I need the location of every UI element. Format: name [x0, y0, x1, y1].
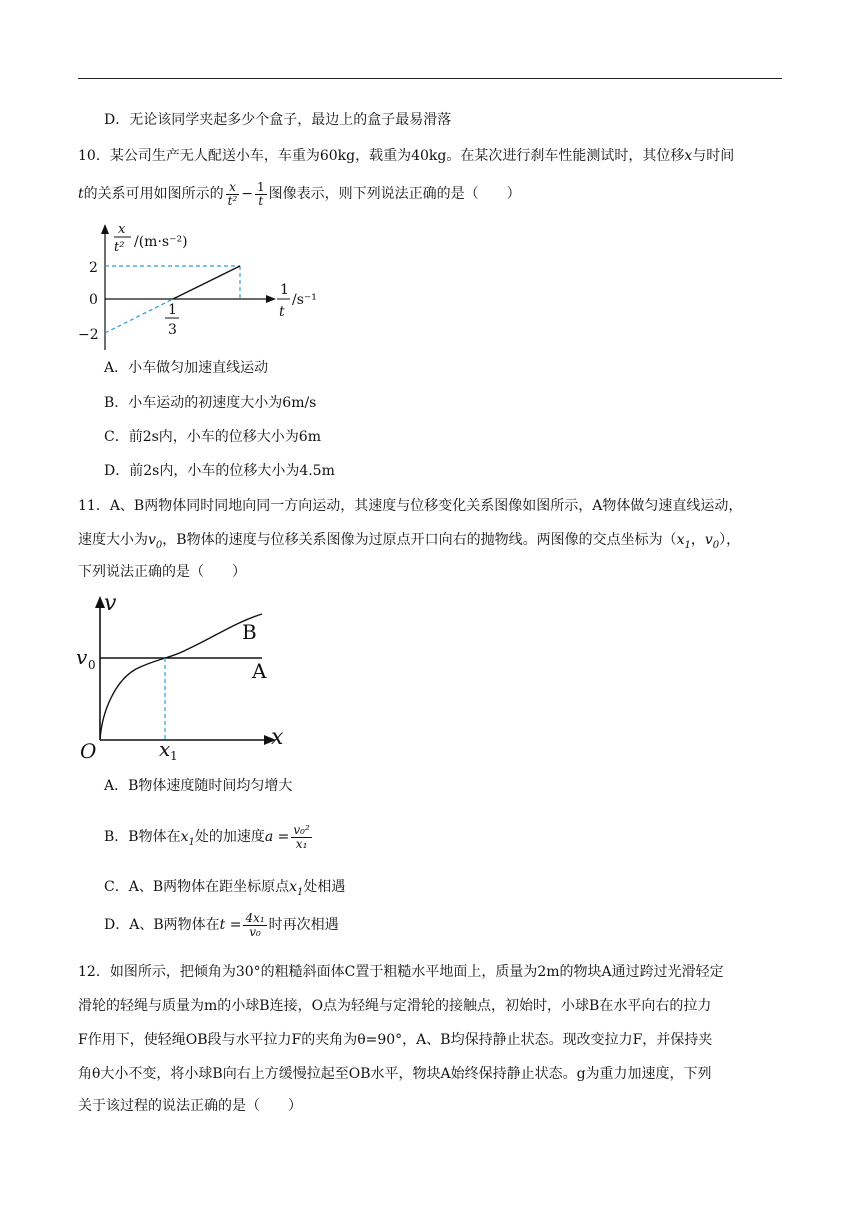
- q10-tick-y-neg2: −2: [78, 327, 99, 343]
- q11-frac-accel: $\frac{\text{v₀²}}{\text{x₁}}$: [293, 822, 310, 851]
- q10-ylabel-den: t²: [114, 240, 125, 255]
- q10-ylabel-num: x: [118, 222, 126, 237]
- q11-origin-label: O: [80, 739, 97, 762]
- q11-line2: 速度大小为$v_0$，B物体的速度与位移关系图像为过原点开口向右的抛物线。两图像的交点坐标为（$x_1$，$v_0$），: [78, 532, 741, 551]
- q10-option-b: B．小车运动的初速度大小为6m/s: [104, 395, 317, 411]
- q10-frac-x-t2: $\frac{x}{\text{t²}}$: [227, 179, 238, 208]
- q11-option-c: C．A、B两物体在距坐标原点$x_1$处相遇: [104, 879, 346, 898]
- q10-option-a: A．小车做匀加速直线运动: [104, 360, 269, 376]
- q11-v0-label: v: [76, 645, 88, 669]
- q10-ylabel-unit: /(m·s⁻²): [134, 234, 188, 250]
- q11-v-label: v: [104, 592, 117, 616]
- q11-option-d: D．A、B两物体在t = $\frac{\text{4x₁}}{\text{v₀}}$ 时再次相遇: [104, 910, 339, 939]
- q10-x-arrow: [266, 295, 276, 303]
- q10-tick-x-den: 3: [168, 322, 177, 338]
- q9-option-d: D．无论该同学夹起多少个盒子，最边上的盒子最易滑落: [104, 112, 452, 128]
- q10-y-arrow: [101, 224, 109, 234]
- q11-x1-label: x: [159, 737, 171, 761]
- q12-line1: 12．如图所示，把倾角为30°的粗糙斜面体C置于粗糙水平地面上，质量为2m的物块A通过跨过光滑轻定: [78, 964, 724, 980]
- q12-line4: 角θ大小不变，将小球B向右上方缓慢拉起至OB水平，物块A始终保持静止状态。g为重力加速度，下列: [78, 1066, 712, 1082]
- q11-option-b: B．B物体在$x_1$处的加速度a = $\frac{\text{v₀²}}{\text{x₁}}$: [104, 822, 310, 851]
- q11-line-a-label: A: [252, 659, 267, 683]
- q10-line1: 10．某公司生产无人配送小车，车重为60kg，载重为40kg。在某次进行刹车性能测试时，其位移x与时间: [78, 148, 735, 164]
- q11-curve-b: [100, 614, 262, 740]
- header-rule: [78, 78, 782, 79]
- svg-text:1: 1: [170, 749, 178, 762]
- q12-line2: 滑轮的轻绳与质量为m的小球B连接，O点为轻绳与定滑轮的接触点，初始时，小球B在水平向右的拉力: [78, 998, 712, 1014]
- q11-graph: [76, 592, 296, 762]
- q11-x-label: x: [271, 725, 284, 750]
- q11-frac-time: $\frac{\text{4x₁}}{\text{v₀}}$: [245, 910, 265, 939]
- q10-frac-1-t: $\frac{1}{t}$: [257, 179, 265, 208]
- q11-line1: 11．A、B两物体同时同地向同一方向运动，其速度与位移变化关系图像如图所示，A物体做匀速直线运动，: [78, 498, 743, 514]
- q10-graph: [76, 222, 336, 352]
- q10-tick-y-2: 2: [89, 260, 98, 276]
- q10-option-c: C．前2s内，小车的位移大小为6m: [104, 429, 321, 445]
- q10-xlabel-den: t: [279, 304, 285, 320]
- q10-tick-y-0: 0: [89, 292, 98, 308]
- q10-graph-line: [173, 266, 240, 299]
- q12-line3: F作用下，使轻绳OB段与水平拉力F的夹角为θ=90°，A、B均保持静止状态。现改变拉力F，并保持夹: [78, 1032, 713, 1048]
- svg-text:0: 0: [88, 658, 96, 672]
- q10-line2: t的关系可用如图所示的 $\frac{x}{\text{t²}}$ − $\frac{1}{t}$ 图像表示，则下列说法正确的是（ ）: [78, 179, 521, 208]
- q10-tick-x-num: 1: [168, 302, 177, 318]
- q10-xlabel-unit: /s⁻¹: [292, 292, 317, 308]
- q11-line3: 下列说法正确的是（ ）: [78, 564, 246, 580]
- q10-dash-extension: [105, 299, 173, 333]
- q12-line5: 关于该过程的说法正确的是（ ）: [78, 1098, 302, 1114]
- q10-xlabel-num: 1: [280, 282, 289, 298]
- q11-curve-b-label: B: [242, 620, 257, 644]
- q10-option-d: D．前2s内，小车的位移大小为4.5m: [104, 463, 335, 479]
- q11-option-a: A．B物体速度随时间均匀增大: [104, 778, 293, 794]
